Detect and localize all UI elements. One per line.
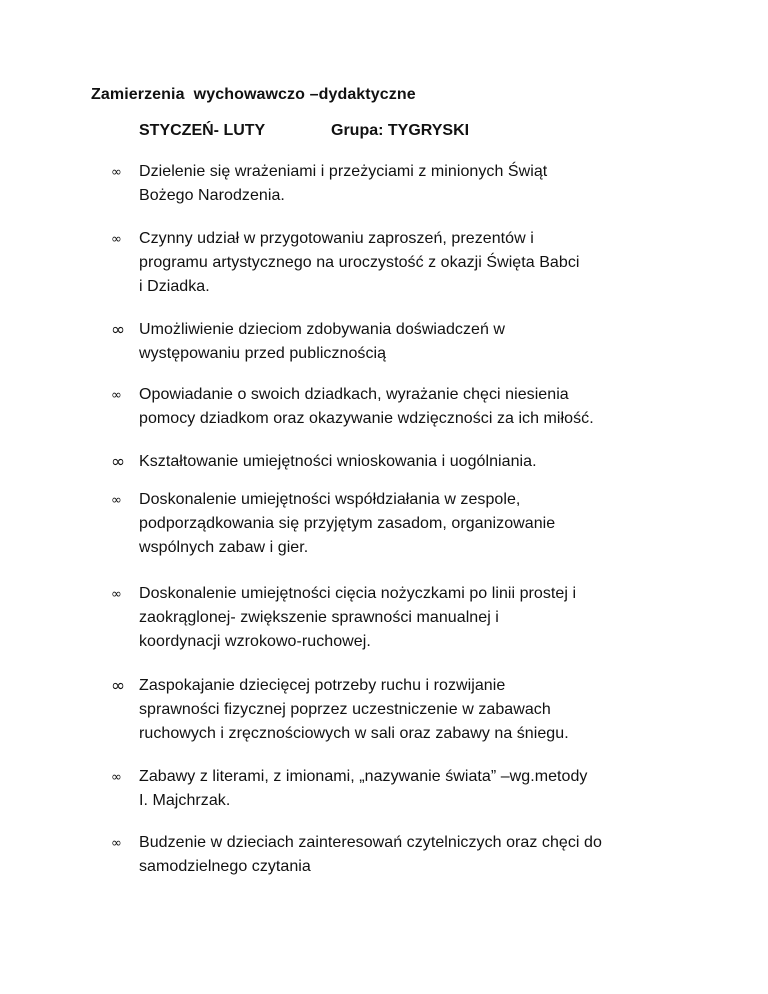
infinity-bullet-icon: ∞ (111, 836, 122, 851)
infinity-bullet-icon: ∞ (111, 770, 122, 785)
list-item-text: Doskonalenie umiejętności cięcia nożyczkami po linii prostej i zaokrąglonej- zwiększenie sprawności manualnej i koordynacji wzrokowo-ruchowej. (139, 585, 577, 650)
list-item-text: Doskonalenie umiejętności współdziałania w zespole, podporządkowania się przyjętym zasadom, organizowanie wspólnych zabaw i gier. (139, 491, 556, 556)
group-label: Grupa: TYGRYSKI (331, 122, 470, 139)
infinity-bullet-icon: ∞ (111, 388, 122, 403)
infinity-bullet-icon: ∞ (111, 165, 122, 180)
infinity-bullet-icon: ∞ (111, 232, 122, 247)
list-item-text: Opowiadanie o swoich dziadkach, wyrażanie chęci niesienia pomocy dziadkom oraz okazywanie wdzięczności za ich miłość. (139, 386, 594, 427)
list-item-text: Zabawy z literami, z imionami, „nazywanie świata” –wg.metody I. Majchrzak. (139, 768, 588, 809)
infinity-bullet-icon: ∞ (111, 587, 122, 602)
list-item-text: Zaspokajanie dziecięcej potrzeby ruchu i rozwijanie sprawności fizycznej poprzez uczestniczenie w zabawach ruchowych i zręcznościowych w sali oraz zabawy na śniegu. (139, 677, 569, 742)
document-subheader (0, 122, 768, 144)
list-item-text: Umożliwienie dzieciom zdobywania doświadczeń w występowaniu przed publicznością (139, 321, 506, 362)
list-item-text: Dzielenie się wrażeniami i przeżyciami z minionych Świąt Bożego Narodzenia. (139, 163, 548, 204)
list-item-text: Kształtowanie umiejętności wnioskowania i uogólniania. (139, 453, 537, 470)
infinity-bullet-icon: ∞ (111, 320, 126, 340)
infinity-bullet-icon: ∞ (111, 493, 122, 508)
month-label: STYCZEŃ- LUTY (139, 122, 266, 139)
infinity-bullet-icon: ∞ (111, 676, 126, 696)
document-title: Zamierzenia wychowawczo –dydaktyczne (91, 86, 416, 103)
list-item-text: Budzenie w dzieciach zainteresowań czytelniczych oraz chęci do samodzielnego czytania (139, 834, 602, 875)
infinity-bullet-icon: ∞ (111, 452, 126, 472)
list-item-text: Czynny udział w przygotowaniu zaproszeń, prezentów i programu artystycznego na uroczystość z okazji Święta Babci i Dziadka. (139, 230, 580, 295)
